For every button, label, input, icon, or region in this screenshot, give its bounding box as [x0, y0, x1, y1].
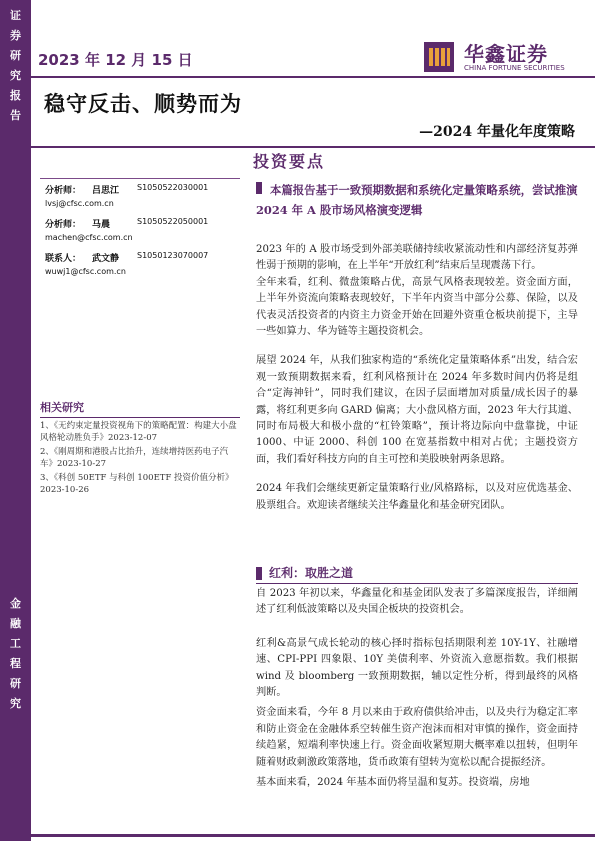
sidebar-band	[0, 0, 31, 841]
related-research-item[interactable]: 3、《科创 50ETF 与科创 100ETF 投资价值分析》2023-10-26	[40, 473, 234, 495]
report-subtitle: —2024 年量化年度策略	[419, 124, 575, 140]
analyst-role: 分析师：	[45, 220, 82, 230]
body-paragraph: 全年来看，红利、微盘策略占优，高景气风格表现较差。资金面方面，上半年外资流向策略表现较好，下半年内资当中部分公募、保险，以及代表灵活投资者的内资主力资金开始在回避外资重仓板块前提下，主导一些如算力、华为链等主题投资机会。	[256, 276, 578, 338]
analyst-email[interactable]: wuwj1@cfsc.com.cn	[45, 267, 126, 276]
related-research	[40, 399, 240, 496]
analyst-email[interactable]: machen@cfsc.com.cn	[45, 233, 133, 242]
analyst-cert: S1050522030001	[137, 183, 209, 192]
key-highlight: 本篇报告基于一致预期数据和系统化定量策略系统，尝试推演 2024 年 A 股市场风格演变逻辑	[256, 183, 578, 217]
report-date: 2023 年 12 月 15 日	[38, 51, 193, 69]
analyst-entry	[40, 247, 240, 281]
analyst-entry	[40, 179, 240, 213]
analyst-list	[40, 178, 240, 281]
header-divider	[31, 76, 595, 78]
analyst-entry	[40, 213, 240, 247]
footer-divider	[31, 834, 595, 837]
sidebar-top-label: 证 券 研 究 报 告	[10, 9, 21, 122]
analyst-cert: S1050522050001	[137, 217, 209, 226]
body-paragraph: 资金面来看，今年 8 月以来由于政府债供给冲击，以及央行为稳定汇率和防止资金在金融体系空转催生资产泡沫而相对审慎的操作，资金面持续趋紧，短端利率快速上行。资金面收紧短期大概率难以扭转，但明年随着财政刺激政策落地，货币政策有望转为宽松以配合提振经济。	[256, 707, 578, 768]
main-body-continued	[256, 586, 578, 791]
body-paragraph: 自 2023 年初以来，华鑫量化和基金团队发表了多篇深度报告，详细阐述了红利低波策略以及央国企板块的投资机会。	[256, 588, 578, 616]
logo-mark-icon	[424, 42, 454, 72]
subhead-divider	[256, 583, 578, 584]
related-research-title: 相关研究	[40, 399, 240, 418]
related-research-item[interactable]: 2、《刚周期和港股占比抬升，连续增持医药电子汽车》2023-10-27	[40, 447, 229, 469]
analyst-name: 吕思江	[92, 186, 120, 196]
main-body	[256, 242, 578, 514]
body-paragraph: 基本面来看，2024 年基本面仍将呈温和复苏。投资端，房地	[256, 777, 530, 789]
company-logo	[424, 40, 594, 76]
analyst-role: 分析师：	[45, 186, 82, 196]
related-research-item[interactable]: 1、《无约束定量投资视角下的策略配置：构建大小盘风格轮动胜负手》2023-12-07	[40, 421, 237, 443]
analyst-role: 联系人：	[45, 254, 82, 264]
sidebar-bottom-label: 金 融 工 程 研 究	[10, 597, 21, 710]
title-divider	[31, 146, 595, 148]
body-paragraph: 2023 年的 A 股市场受到外部美联储持续收紧流动性和内部经济复苏弹性弱于预期的影响，在上半年“开放红利”结束后呈现震荡下行。	[256, 244, 578, 272]
logo-name-cn: 华鑫证券	[464, 42, 548, 66]
report-title: 稳守反击、顺势而为	[44, 91, 242, 116]
body-paragraph: 红利&高景气成长轮动的核心择时指标包括期限利差 10Y-1Y、社融增速、CPI-PPI 四象限、10Y 美债利率、外资流入意愿指数。我们根据 wind 及 bloomberg 一致预期数据，辅以定性分析，得到最终的风格判断。	[256, 637, 578, 699]
analyst-email[interactable]: lvsj@cfsc.com.cn	[45, 199, 114, 208]
body-paragraph: 展望 2024 年，从我们独家构造的“系统化定量策略体系”出发，结合宏观一致预期数据来看，红利风格预计在 2024 年多数时间内仍将是组合“定海神针”，同时我们建议，在因子层面增加对质量/成长因子的暴露，将红利更多向 GARD 偏离；大小盘风格方面，2023 年大行其道、同时布局极大和极小盘的“杠铃策略”，预计将边际向中盘靠拢，中证 1000、中证 2000、科创 100 在宽基指数中相对占优；主题投资方面，我们看好科技方向的自主可控和美股映射两条思路。	[256, 355, 578, 465]
analyst-name: 武文静	[92, 254, 120, 264]
section-title: 投资要点	[253, 152, 326, 171]
subhead-marker	[256, 567, 262, 580]
body-paragraph: 2024 年我们会继续更新定量策略行业/风格路标，以及对应优选基金、股票组合。欢迎读者继续关注华鑫量化和基金研究团队。	[256, 483, 578, 511]
analyst-name: 马晨	[92, 220, 111, 230]
section-subhead: 红利：取胜之道	[269, 566, 354, 580]
logo-name-en: CHINA FORTUNE SECURITIES	[464, 64, 565, 72]
analyst-cert: S1050123070007	[137, 251, 209, 260]
